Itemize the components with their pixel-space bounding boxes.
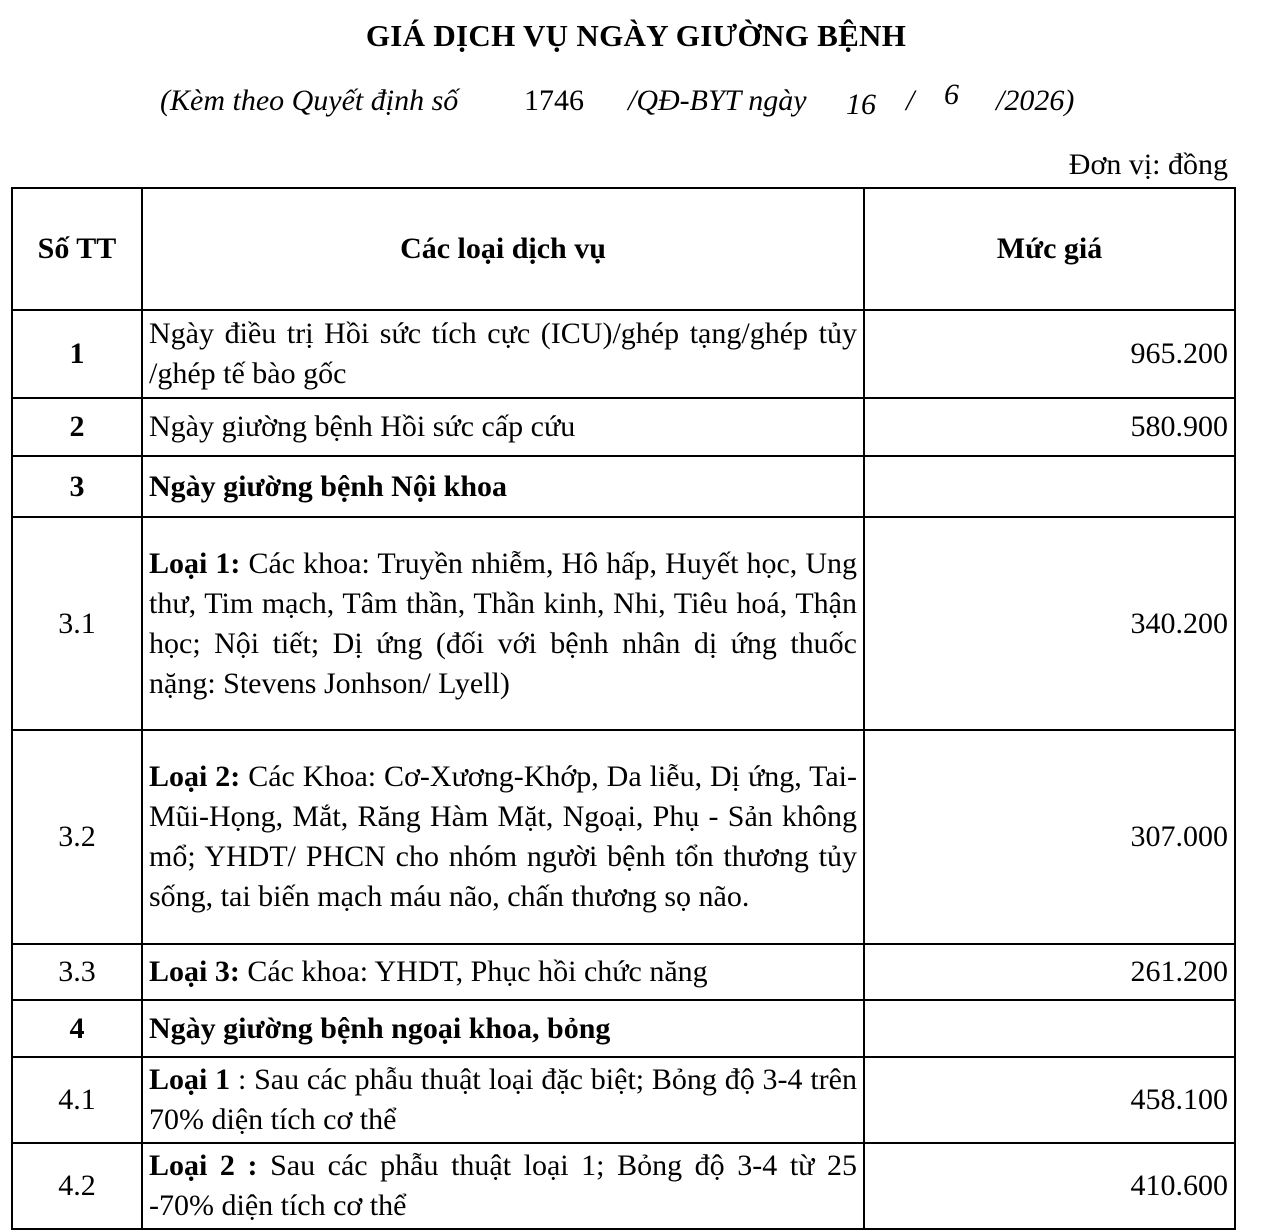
- table-row: [12, 1057, 1235, 1143]
- service-label: Loại 2:: [149, 760, 241, 793]
- service-price: 410.600: [864, 1143, 1235, 1229]
- service-description: [142, 456, 864, 517]
- row-number: 4.1: [12, 1057, 142, 1143]
- row-number: 3: [12, 456, 142, 517]
- row-number: 4: [12, 1000, 142, 1057]
- unit-label: Đơn vị: đồng: [1068, 148, 1228, 181]
- service-text: Các khoa: YHDT, Phục hồi chức năng: [239, 955, 708, 988]
- service-text: Các khoa: Truyền nhiễm, Hô hấp, Huyết học, Ung thư, Tim mạch, Tâm thần, Thần kinh, Nhi, Tiêu hoá, Thận học; Nội tiết; Dị ứng (đối với bệnh nhân dị ứng thuốc nặng: Stevens Jonhson/ Lyell): [149, 546, 857, 700]
- price-table: [11, 187, 1236, 1230]
- service-price: 580.900: [864, 398, 1235, 456]
- service-label: Ngày giường bệnh Nội khoa: [149, 469, 508, 503]
- service-description: [142, 310, 864, 398]
- row-number: 3.1: [12, 517, 142, 730]
- date-separator: /: [906, 84, 915, 117]
- service-price: 458.100: [864, 1057, 1235, 1143]
- table-header-row: [12, 188, 1235, 310]
- header-stt: Số TT: [12, 188, 142, 310]
- service-price: [864, 1000, 1235, 1057]
- decision-number: 1746: [524, 84, 584, 117]
- header-price: Mức giá: [864, 188, 1235, 310]
- service-description: [142, 1143, 864, 1229]
- decision-year: /2026): [996, 84, 1075, 117]
- service-text: Các Khoa: Cơ-Xương-Khớp, Da liễu, Dị ứng, Tai-Mũi-Họng, Mắt, Răng Hàm Mặt, Ngoại, Phụ - Sản không mổ; YHDT/ PHCN cho nhóm người bệnh tổn thương tủy sống, tai biến mạch máu não, chấn thương sọ não.: [149, 760, 857, 913]
- table-row: [12, 730, 1235, 944]
- header-service: Các loại dịch vụ: [142, 188, 864, 310]
- service-text: Ngày giường bệnh Hồi sức cấp cứu: [149, 410, 576, 443]
- document-title: GIÁ DỊCH VỤ NGÀY GIƯỜNG BỆNH: [365, 18, 907, 53]
- service-label: Loại 1: [149, 1063, 231, 1096]
- decision-reference: [160, 78, 1120, 126]
- table-row: [12, 517, 1235, 730]
- service-description: [142, 1000, 864, 1057]
- row-number: 4.2: [12, 1143, 142, 1229]
- service-label: Ngày giường bệnh ngoại khoa, bỏng: [149, 1011, 611, 1045]
- service-price: 307.000: [864, 730, 1235, 944]
- service-label: Loại 2 :: [149, 1149, 258, 1182]
- service-description: [142, 1057, 864, 1143]
- decision-month: 6: [944, 78, 959, 111]
- service-price: 965.200: [864, 310, 1235, 398]
- service-price: [864, 456, 1235, 517]
- table-row: [12, 1143, 1235, 1229]
- service-description: [142, 730, 864, 944]
- table-row: [12, 398, 1235, 456]
- service-price: 340.200: [864, 517, 1235, 730]
- row-number: 1: [12, 310, 142, 398]
- service-text: Ngày điều trị Hồi sức tích cực (ICU)/ghép tạng/ghép tủy /ghép tế bào gốc: [149, 317, 857, 390]
- row-number: 3.3: [12, 944, 142, 1000]
- service-label: Loại 1:: [149, 546, 241, 580]
- service-label: Loại 3:: [149, 955, 240, 988]
- service-text: : Sau các phẫu thuật loại đặc biệt; Bỏng độ 3-4 trên 70% diện tích cơ thể: [149, 1063, 857, 1136]
- table-row: [12, 310, 1235, 398]
- table-row: [12, 944, 1235, 1000]
- table-row: [12, 1000, 1235, 1057]
- service-description: [142, 398, 864, 456]
- row-number: 3.2: [12, 730, 142, 944]
- service-price: 261.200: [864, 944, 1235, 1000]
- subtitle-middle: /QĐ-BYT ngày: [628, 84, 807, 117]
- table-row: [12, 456, 1235, 517]
- service-text: Sau các phẫu thuật loại 1; Bỏng độ 3-4 từ 25 -70% diện tích cơ thể: [149, 1149, 857, 1222]
- service-description: [142, 944, 864, 1000]
- row-number: 2: [12, 398, 142, 456]
- subtitle-prefix: (Kèm theo Quyết định số: [160, 84, 459, 117]
- decision-day: 16: [846, 88, 876, 121]
- service-description: [142, 517, 864, 730]
